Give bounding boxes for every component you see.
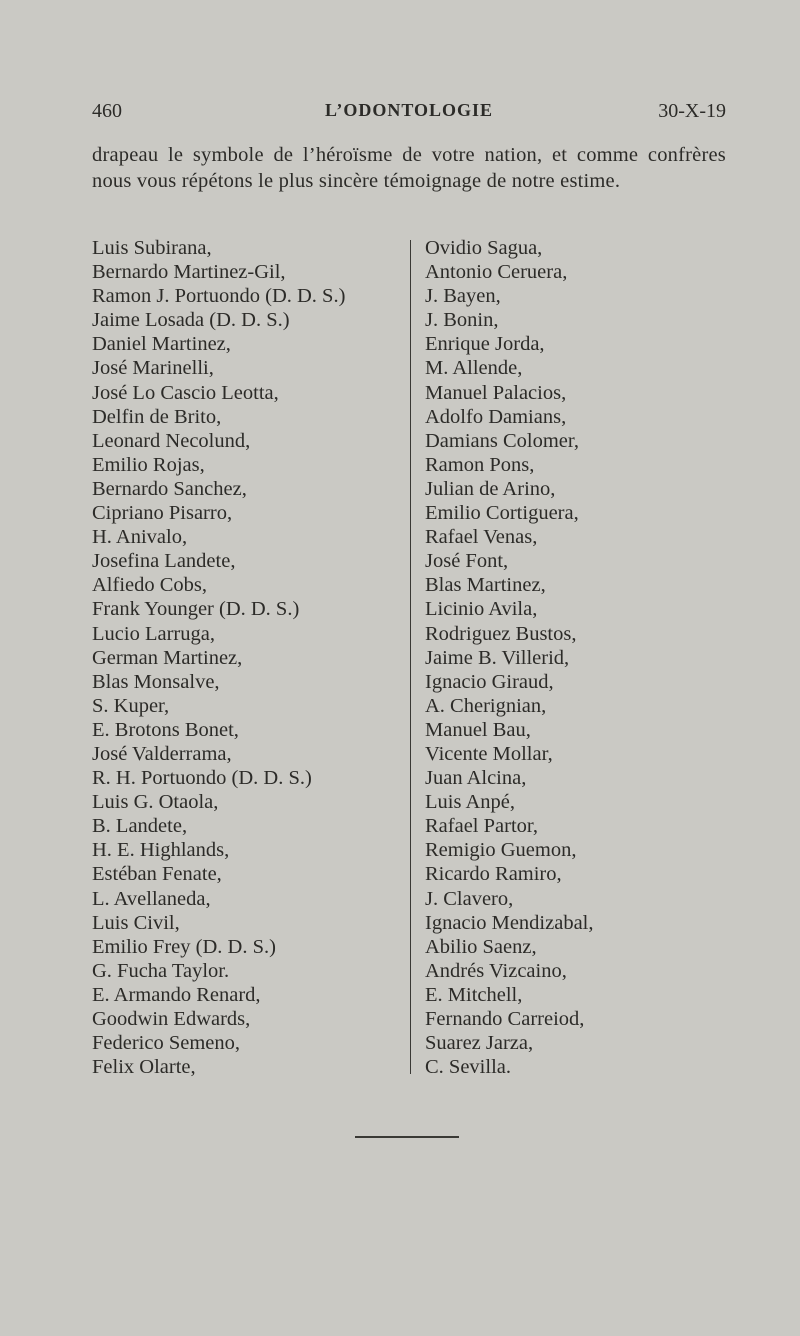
signatory-name: Blas Monsalve, <box>92 670 220 693</box>
signatory-name: S. Kuper, <box>92 694 170 717</box>
page-header <box>92 100 726 130</box>
signatory-name: H. E. Highlands, <box>92 839 230 862</box>
signatory-name: Frank Younger (D. D. S.) <box>92 598 300 621</box>
signatories-left-column <box>92 236 404 1079</box>
signatories-right-column <box>425 236 725 1079</box>
signatory-name: Luis G. Otaola, <box>92 791 219 814</box>
signatory-name: Emilio Frey (D. D. S.) <box>92 935 276 958</box>
signatory-name: L. Avellaneda, <box>92 887 211 910</box>
signatory-name: José Font, <box>425 550 509 573</box>
signatory-name: Rodriguez Bustos, <box>425 622 577 645</box>
issue-date: 30-X-19 <box>658 100 726 122</box>
signatory-name: Ignacio Mendizabal, <box>425 911 594 934</box>
signatory-name: Lucio Larruga, <box>92 622 215 645</box>
signatory-name: Suarez Jarza, <box>425 1032 534 1055</box>
signatory-name: Emilio Cortiguera, <box>425 502 579 525</box>
end-rule <box>355 1136 459 1138</box>
signatory-name: H. Anivalo, <box>92 526 188 549</box>
signatory-name: Felix Olarte, <box>92 1056 196 1079</box>
signatory-name: E. Mitchell, <box>425 983 523 1006</box>
signatory-name: Luis Subirana, <box>92 237 212 259</box>
signatory-name: Licinio Avila, <box>425 598 538 621</box>
signatory-name: A. Cherignian, <box>425 694 547 717</box>
signatory-name: Cipriano Pisarro, <box>92 502 233 525</box>
signatory-name: J. Bonin, <box>425 309 499 332</box>
signatory-name: Damians Colomer, <box>425 429 580 452</box>
signatory-name: Antonio Ceruera, <box>425 261 568 284</box>
signatory-name: J. Clavero, <box>425 887 514 910</box>
signatory-name: B. Landete, <box>92 815 188 838</box>
signatory-name: Blas Martinez, <box>425 574 546 597</box>
signatory-name: Rafael Partor, <box>425 815 539 838</box>
signatory-name: Fernando Carreiod, <box>425 1008 585 1030</box>
signatory-name: Josefina Landete, <box>92 550 236 573</box>
signatory-name: Daniel Martinez, <box>92 333 231 356</box>
signatory-name: Julian de Arino, <box>425 477 556 500</box>
signatory-name: Andrés Vizcaino, <box>425 959 567 982</box>
signatory-name: Rafael Venas, <box>425 526 538 549</box>
signatory-name: M. Allende, <box>425 357 523 380</box>
page-number: 460 <box>92 100 122 122</box>
signatory-name: Remigio Guemon, <box>425 839 577 862</box>
signatory-name: Ricardo Ramiro, <box>425 863 562 886</box>
signatory-name: G. Fucha Taylor. <box>92 959 230 982</box>
signatory-name: R. H. Portuondo (D. D. S.) <box>92 767 312 790</box>
signatory-name: Alfiedo Cobs, <box>92 574 208 597</box>
signatory-name: J. Bayen, <box>425 285 501 308</box>
signatory-name: Bernardo Martinez-Gil, <box>92 261 286 284</box>
signatory-name: Juan Alcina, <box>425 767 527 790</box>
signatory-name: Manuel Bau, <box>425 718 531 741</box>
signatory-name: Luis Civil, <box>92 911 180 934</box>
signatory-name: José Marinelli, <box>92 357 214 380</box>
signatory-name: E. Armando Renard, <box>92 983 261 1006</box>
signatory-name: Jaime B. Villerid, <box>425 646 570 669</box>
signatory-name: Ovidio Sagua, <box>425 237 543 259</box>
signatory-name: Adolfo Damians, <box>425 405 567 428</box>
signatory-name: Ignacio Giraud, <box>425 670 554 693</box>
signatory-name: Emilio Rojas, <box>92 453 205 476</box>
signatory-name: Manuel Palacios, <box>425 381 567 404</box>
signatory-name: Ramon Pons, <box>425 453 535 476</box>
signatory-name: Abilio Saenz, <box>425 935 537 958</box>
intro-paragraph: drapeau le symbole de l’héroïsme de votre nation, et comme confrères nous vous répétons le plus sincère témoignage de notre estime. <box>92 144 726 192</box>
signatory-name: Federico Semeno, <box>92 1032 241 1055</box>
signatory-name: José Lo Cascio Leotta, <box>92 381 279 404</box>
signatory-name: Ramon J. Portuondo (D. D. S.) <box>92 285 346 308</box>
signatory-name: Delfin de Brito, <box>92 405 222 428</box>
signatory-name: Jaime Losada (D. D. S.) <box>92 309 290 332</box>
signatory-name: C. Sevilla. <box>425 1056 511 1079</box>
signatory-name: Vicente Mollar, <box>425 742 553 765</box>
column-divider <box>410 240 411 1074</box>
signatory-name: Luis Anpé, <box>425 791 515 814</box>
signatory-name: Estéban Fenate, <box>92 863 222 886</box>
signatory-name: Enrique Jorda, <box>425 333 545 356</box>
signatory-name: German Martinez, <box>92 646 243 669</box>
signatory-name: Goodwin Edwards, <box>92 1008 251 1030</box>
signatory-name: E. Brotons Bonet, <box>92 718 239 741</box>
signatory-name: José Valderrama, <box>92 742 232 765</box>
signatory-name: Bernardo Sanchez, <box>92 477 247 500</box>
signatory-name: Leonard Necolund, <box>92 429 251 452</box>
journal-title: L’ODONTOLOGIE <box>324 100 494 120</box>
